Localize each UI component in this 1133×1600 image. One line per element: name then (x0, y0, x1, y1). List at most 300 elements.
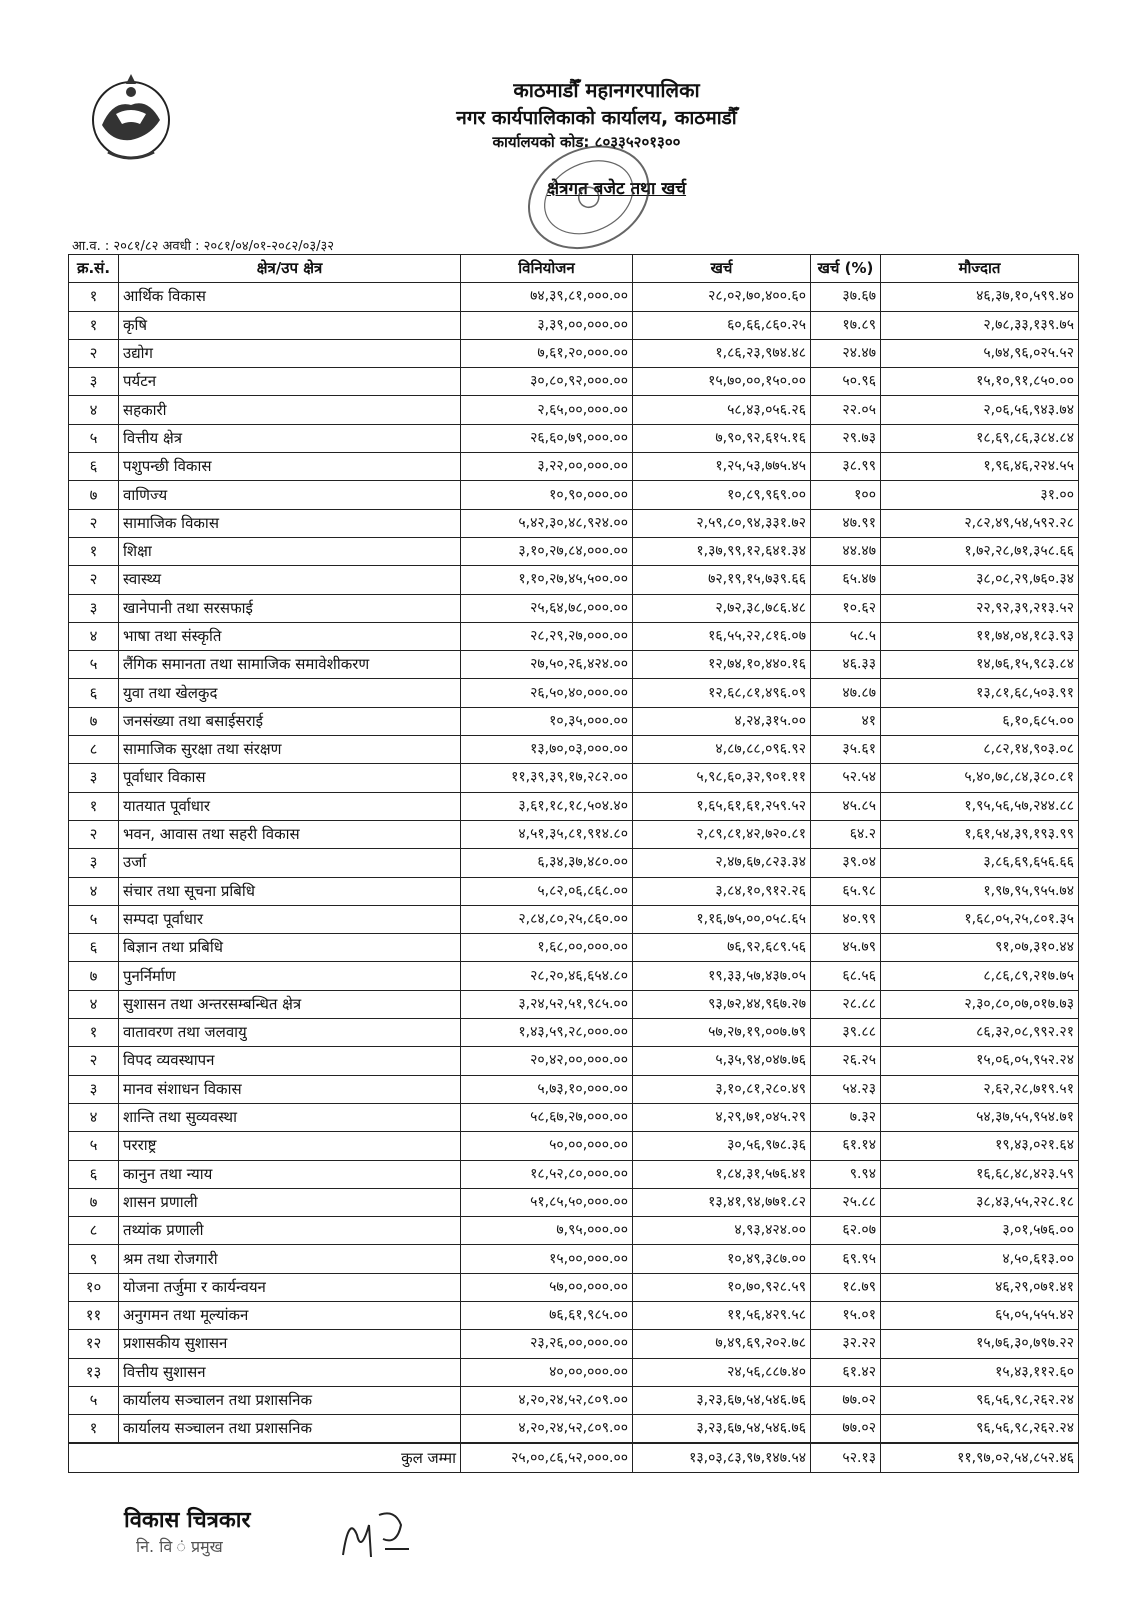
row-allocation: ५०,००,०००.०० (461, 1132, 633, 1160)
row-allocation: २०,४२,००,०००.०० (461, 1047, 633, 1075)
row-sn: ४ (69, 990, 119, 1018)
row-sn: ४ (69, 622, 119, 650)
total-expense: १३,०३,८३,९७,१४७.५४ (633, 1443, 811, 1472)
row-expense-pct: २८.८८ (811, 990, 881, 1018)
row-expense-pct: २९.७३ (811, 424, 881, 452)
row-sector: उद्योग (119, 339, 461, 367)
row-expense: ३,१०,८१,२८०.४९ (633, 1075, 811, 1103)
row-expense-pct: १५.०१ (811, 1301, 881, 1329)
header-office: नगर कार्यपालिकाको कार्यालय, काठमाडौँ (456, 107, 737, 129)
row-expense: ४,२४,३१५.०० (633, 707, 811, 735)
table-row (69, 1188, 1079, 1216)
col-header-expense-pct: खर्च (%) (811, 255, 881, 283)
row-allocation: ३,६१,१८,१८,५०४.४० (461, 792, 633, 820)
table-row (69, 1132, 1079, 1160)
row-sector: पशुपन्छी विकास (119, 453, 461, 481)
row-expense: २,४७,६७,८२३.३४ (633, 849, 811, 877)
row-allocation: २,६५,००,०००.०० (461, 396, 633, 424)
table-row (69, 396, 1079, 424)
row-expense-pct: ९.९४ (811, 1160, 881, 1188)
table-row (69, 764, 1079, 792)
row-expense-pct: ५२.५४ (811, 764, 881, 792)
table-row (69, 368, 1079, 396)
row-sector: स्वास्थ्य (119, 566, 461, 594)
total-label: कुल जम्मा (69, 1443, 461, 1472)
row-balance: १,९५,५६,५७,२४४.८८ (881, 792, 1079, 820)
row-allocation: ४,५१,३५,८१,९१४.८० (461, 820, 633, 848)
table-row (69, 1103, 1079, 1131)
row-sn: १० (69, 1273, 119, 1301)
row-expense-pct: १०० (811, 481, 881, 509)
row-sector: शिक्षा (119, 537, 461, 565)
row-sn: ७ (69, 481, 119, 509)
row-expense-pct: १८.७९ (811, 1273, 881, 1301)
row-expense: ७,४९,६९,२०२.७८ (633, 1330, 811, 1358)
row-sn: ६ (69, 453, 119, 481)
row-sn: ५ (69, 1132, 119, 1160)
table-row (69, 792, 1079, 820)
row-sn: ९ (69, 1245, 119, 1273)
row-sector: सामाजिक सुरक्षा तथा संरक्षण (119, 736, 461, 764)
row-expense: १९,३३,५७,४३७.०५ (633, 962, 811, 990)
row-allocation: १८,५२,८०,०००.०० (461, 1160, 633, 1188)
row-sn: ३ (69, 849, 119, 877)
table-row (69, 509, 1079, 537)
row-allocation: १,६८,००,०००.०० (461, 934, 633, 962)
row-expense: १,८४,३१,५७६.४१ (633, 1160, 811, 1188)
total-row (69, 1443, 1079, 1472)
table-header-row (69, 255, 1079, 283)
table-row (69, 1075, 1079, 1103)
row-balance: १,६१,५४,३९,१९३.९९ (881, 820, 1079, 848)
row-sn: ७ (69, 1188, 119, 1216)
row-balance: २,३०,८०,०७,०१७.७३ (881, 990, 1079, 1018)
row-balance: ६,१०,६८५.०० (881, 707, 1079, 735)
row-expense: १,१६,७५,००,०५८.६५ (633, 905, 811, 933)
row-balance: १५,४३,११२.६० (881, 1358, 1079, 1386)
row-expense-pct: २४.४७ (811, 339, 881, 367)
row-sn: १२ (69, 1330, 119, 1358)
table-row (69, 339, 1079, 367)
row-expense-pct: ६५.९८ (811, 877, 881, 905)
row-expense: १०,४९,३८७.०० (633, 1245, 811, 1273)
row-balance: २,८२,४९,५४,५९२.२८ (881, 509, 1079, 537)
row-sn: ५ (69, 1386, 119, 1414)
row-expense: ५,९८,६०,३२,९०१.११ (633, 764, 811, 792)
row-allocation: ५,७३,१०,०००.०० (461, 1075, 633, 1103)
row-sn: ३ (69, 368, 119, 396)
row-sector: शासन प्रणाली (119, 1188, 461, 1216)
row-expense-pct: ७.३२ (811, 1103, 881, 1131)
row-expense: २८,०२,७०,४००.६० (633, 283, 811, 311)
row-sector: युवा तथा खेलकुद (119, 679, 461, 707)
row-allocation: ११,३९,३९,१७,२८२.०० (461, 764, 633, 792)
row-balance: ५,४०,७८,८४,३८०.८१ (881, 764, 1079, 792)
total-allocation: २५,००,८६,५२,०००.०० (461, 1443, 633, 1472)
col-header-sector: क्षेत्र/उप क्षेत्र (119, 255, 461, 283)
row-sn: ५ (69, 905, 119, 933)
table-row (69, 1301, 1079, 1329)
row-expense: ६०,६६,८६०.२५ (633, 311, 811, 339)
row-balance: ४६,३७,१०,५९९.४० (881, 283, 1079, 311)
table-row (69, 1415, 1079, 1444)
row-balance: ५,७४,९६,०२५.५२ (881, 339, 1079, 367)
row-allocation: ३,३९,००,०००.०० (461, 311, 633, 339)
row-sn: ३ (69, 594, 119, 622)
row-expense-pct: ६४.२ (811, 820, 881, 848)
row-sn: ६ (69, 1160, 119, 1188)
table-row (69, 1358, 1079, 1386)
row-allocation: १०,३५,०००.०० (461, 707, 633, 735)
row-sn: २ (69, 509, 119, 537)
row-sn: २ (69, 820, 119, 848)
row-expense-pct: ७७.०२ (811, 1415, 881, 1444)
row-balance: १५,०६,०५,९५२.२४ (881, 1047, 1079, 1075)
row-balance: १८,६९,८६,३८४.८४ (881, 424, 1079, 452)
row-balance: ९१,०७,३१०.४४ (881, 934, 1079, 962)
row-sector: आर्थिक विकास (119, 283, 461, 311)
table-row (69, 1047, 1079, 1075)
row-balance: ३,८६,६९,६५६.६६ (881, 849, 1079, 877)
row-balance: ३८,०८,२९,७६०.३४ (881, 566, 1079, 594)
table-row (69, 1386, 1079, 1414)
row-expense: ७६,९२,६८९.५६ (633, 934, 811, 962)
row-balance: ४,५०,६१३.०० (881, 1245, 1079, 1273)
row-sector: वित्तीय क्षेत्र (119, 424, 461, 452)
row-expense: ५८,४३,०५६.२६ (633, 396, 811, 424)
row-sector: सामाजिक विकास (119, 509, 461, 537)
row-balance: १४,७६,१५,९८३.८४ (881, 651, 1079, 679)
col-header-allocation: विनियोजन (461, 255, 633, 283)
table-row (69, 311, 1079, 339)
row-sector: बिज्ञान तथा प्रबिधि (119, 934, 461, 962)
row-allocation: ३०,८०,९२,०००.०० (461, 368, 633, 396)
signatory-name: विकास चित्रकार (124, 1508, 251, 1533)
row-expense-pct: ५४.२३ (811, 1075, 881, 1103)
row-sector: भवन, आवास तथा सहरी विकास (119, 820, 461, 848)
header-office-code: कार्यालयको कोड: ८०३३५२०१३०० (492, 133, 681, 151)
row-expense: २४,५६,८८७.४० (633, 1358, 811, 1386)
row-sn: ८ (69, 1217, 119, 1245)
row-sector: यातयात पूर्वाधार (119, 792, 461, 820)
row-expense: १,३७,९९,१२,६४१.३४ (633, 537, 811, 565)
row-balance: ११,७४,०४,१८३.९३ (881, 622, 1079, 650)
fiscal-period: आ.व. : २०८१/८२ अवधी : २०८१/०४/०१-२०८२/०३/३२ (72, 239, 335, 254)
row-allocation: ५७,००,०००.०० (461, 1273, 633, 1301)
row-sector: अनुगमन तथा मूल्यांकन (119, 1301, 461, 1329)
row-balance: ३१.०० (881, 481, 1079, 509)
row-sn: ११ (69, 1301, 119, 1329)
row-expense-pct: ४७.९१ (811, 509, 881, 537)
row-expense: ५,३५,९४,०४७.७६ (633, 1047, 811, 1075)
row-expense: १३,४१,९४,७७१.८२ (633, 1188, 811, 1216)
row-sector: भाषा तथा संस्कृति (119, 622, 461, 650)
row-sector: प्रशासकीय सुशासन (119, 1330, 461, 1358)
table-row (69, 962, 1079, 990)
row-sector: लैंगिक समानता तथा सामाजिक समावेशीकरण (119, 651, 461, 679)
row-sn: ७ (69, 962, 119, 990)
row-sn: ५ (69, 651, 119, 679)
row-allocation: ५,४२,३०,४८,९२४.०० (461, 509, 633, 537)
row-expense: ४,९३,४२४.०० (633, 1217, 811, 1245)
row-balance: ९६,५६,९८,२६२.२४ (881, 1386, 1079, 1414)
row-expense-pct: ६१.४२ (811, 1358, 881, 1386)
row-sn: ३ (69, 1075, 119, 1103)
row-allocation: २६,६०,७९,०००.०० (461, 424, 633, 452)
row-balance: २२,९२,३९,२१३.५२ (881, 594, 1079, 622)
row-balance: १९,४३,०२१.६४ (881, 1132, 1079, 1160)
row-balance: ६५,०५,५५५.४२ (881, 1301, 1079, 1329)
row-balance: २,७८,३३,१३९.७५ (881, 311, 1079, 339)
row-sn: ३ (69, 764, 119, 792)
row-expense-pct: ६८.५६ (811, 962, 881, 990)
row-expense-pct: ५८.५ (811, 622, 881, 650)
row-sector: वित्तीय सुशासन (119, 1358, 461, 1386)
row-allocation: १३,७०,०३,०००.०० (461, 736, 633, 764)
row-balance: १,९७,९५,९५५.७४ (881, 877, 1079, 905)
row-sn: १ (69, 792, 119, 820)
row-expense-pct: ४४.४७ (811, 537, 881, 565)
row-expense-pct: ३५.६१ (811, 736, 881, 764)
row-expense-pct: ६२.०७ (811, 1217, 881, 1245)
table-row (69, 1245, 1079, 1273)
row-allocation: ७,९५,०००.०० (461, 1217, 633, 1245)
row-expense: १६,५५,२२,८१६.०७ (633, 622, 811, 650)
row-expense-pct: ४५.७९ (811, 934, 881, 962)
row-sector: परराष्ट्र (119, 1132, 461, 1160)
row-expense-pct: ३९.८८ (811, 1019, 881, 1047)
row-expense-pct: ३८.९९ (811, 453, 881, 481)
row-sector: मानव संशाधन विकास (119, 1075, 461, 1103)
row-expense-pct: १७.८९ (811, 311, 881, 339)
row-expense: १०,७०,९२८.५९ (633, 1273, 811, 1301)
row-expense-pct: ३७.६७ (811, 283, 881, 311)
table-row (69, 651, 1079, 679)
row-expense-pct: २२.०५ (811, 396, 881, 424)
table-row (69, 453, 1079, 481)
row-allocation: ४०,००,०००.०० (461, 1358, 633, 1386)
row-expense: १,६५,६१,६१,२५९.५२ (633, 792, 811, 820)
table-row (69, 877, 1079, 905)
row-expense-pct: ६९.९५ (811, 1245, 881, 1273)
row-expense: ५७,२७,१९,००७.७९ (633, 1019, 811, 1047)
row-allocation: ७४,३९,८१,०००.०० (461, 283, 633, 311)
row-expense-pct: ४७.८७ (811, 679, 881, 707)
table-row (69, 481, 1079, 509)
table-row (69, 622, 1079, 650)
row-expense: २,८९,८१,४२,७२०.८१ (633, 820, 811, 848)
row-sector: पर्यटन (119, 368, 461, 396)
row-sector: संचार तथा सूचना प्रबिधि (119, 877, 461, 905)
row-expense: ७,९०,९२,६१५.१६ (633, 424, 811, 452)
row-allocation: ५१,८५,५०,०००.०० (461, 1188, 633, 1216)
row-expense: ३०,५६,९७८.३६ (633, 1132, 811, 1160)
row-sn: १ (69, 1415, 119, 1444)
row-sector: कार्यालय सञ्चालन तथा प्रशासनिक (119, 1415, 461, 1444)
row-sector: विपद व्यवस्थापन (119, 1047, 461, 1075)
row-allocation: ५,८२,०६,८६८.०० (461, 877, 633, 905)
row-sector: योजना तर्जुमा र कार्यन्वयन (119, 1273, 461, 1301)
row-sector: वाणिज्य (119, 481, 461, 509)
total-balance: ११,९७,०२,५४,८५२.४६ (881, 1443, 1079, 1472)
table-row (69, 1019, 1079, 1047)
total-expense-pct: ५२.१३ (811, 1443, 881, 1472)
signatory-title: नि. वि ं प्रमुख (136, 1537, 223, 1556)
row-allocation: १,४३,५९,२८,०००.०० (461, 1019, 633, 1047)
row-balance: ३८,४३,५५,२२८.१८ (881, 1188, 1079, 1216)
row-sn: ७ (69, 707, 119, 735)
row-sn: २ (69, 339, 119, 367)
row-expense: ७२,१९,१५,७३९.६६ (633, 566, 811, 594)
row-sector: सहकारी (119, 396, 461, 424)
row-expense: २,७२,३८,७८६.४८ (633, 594, 811, 622)
row-sector: जनसंख्या तथा बसाईसराई (119, 707, 461, 735)
row-sector: उर्जा (119, 849, 461, 877)
row-expense-pct: ७७.०२ (811, 1386, 881, 1414)
row-expense: २,५९,८०,९४,३३१.७२ (633, 509, 811, 537)
row-allocation: ३,१०,२७,८४,०००.०० (461, 537, 633, 565)
row-sn: ८ (69, 736, 119, 764)
row-expense-pct: ३९.०४ (811, 849, 881, 877)
row-allocation: १,१०,२७,४५,५००.०० (461, 566, 633, 594)
row-balance: ९६,५६,९८,२६२.२४ (881, 1415, 1079, 1444)
row-allocation: २८,२९,२७,०००.०० (461, 622, 633, 650)
row-allocation: १५,००,०००.०० (461, 1245, 633, 1273)
row-balance: ३,०१,५७६.०० (881, 1217, 1079, 1245)
table-row (69, 990, 1079, 1018)
row-expense: १,२५,५३,७७५.४५ (633, 453, 811, 481)
handwritten-signature (335, 1505, 415, 1565)
row-allocation: २,८४,८०,२५,८६०.०० (461, 905, 633, 933)
table-row (69, 905, 1079, 933)
row-expense: १२,७४,१०,४४०.१६ (633, 651, 811, 679)
row-sector: शान्ति तथा सुव्यवस्था (119, 1103, 461, 1131)
row-sn: ५ (69, 424, 119, 452)
row-sn: १ (69, 537, 119, 565)
row-balance: ४६,२९,०७१.४१ (881, 1273, 1079, 1301)
row-sn: १३ (69, 1358, 119, 1386)
table-row (69, 1273, 1079, 1301)
row-expense-pct: २५.८८ (811, 1188, 881, 1216)
row-sn: ४ (69, 1103, 119, 1131)
row-expense: १५,७०,००,१५०.०० (633, 368, 811, 396)
row-sector: खानेपानी तथा सरसफाई (119, 594, 461, 622)
row-expense: ४,८७,८८,०९६.९२ (633, 736, 811, 764)
row-expense: ४,२९,७१,०४५.२९ (633, 1103, 811, 1131)
row-sector: श्रम तथा रोजगारी (119, 1245, 461, 1273)
table-row (69, 537, 1079, 565)
row-expense-pct: १०.६२ (811, 594, 881, 622)
row-allocation: २५,६४,७८,०००.०० (461, 594, 633, 622)
row-allocation: २८,२०,४६,६५४.८० (461, 962, 633, 990)
row-allocation: ७,६१,२०,०००.०० (461, 339, 633, 367)
col-header-expense: खर्च (633, 255, 811, 283)
row-sector: कार्यालय सञ्चालन तथा प्रशासनिक (119, 1386, 461, 1414)
table-row (69, 283, 1079, 311)
row-allocation: २३,२६,००,०००.०० (461, 1330, 633, 1358)
row-expense-pct: ४६.३३ (811, 651, 881, 679)
row-expense: १,८६,२३,९७४.४८ (633, 339, 811, 367)
row-allocation: ६,३४,३७,४८०.०० (461, 849, 633, 877)
table-row (69, 1217, 1079, 1245)
table-row (69, 934, 1079, 962)
row-expense-pct: ४१ (811, 707, 881, 735)
row-balance: १,७२,२८,७१,३५८.६६ (881, 537, 1079, 565)
row-expense-pct: २६.२५ (811, 1047, 881, 1075)
row-sector: सुशासन तथा अन्तरसम्बन्धित क्षेत्र (119, 990, 461, 1018)
row-sn: २ (69, 1047, 119, 1075)
row-sn: १ (69, 283, 119, 311)
row-sector: सम्पदा पूर्वाधार (119, 905, 461, 933)
row-allocation: १०,९०,०००.०० (461, 481, 633, 509)
row-balance: १५,७६,३०,७९७.२२ (881, 1330, 1079, 1358)
office-stamp (515, 135, 665, 265)
row-sector: तथ्यांक प्रणाली (119, 1217, 461, 1245)
row-expense-pct: ५०.९६ (811, 368, 881, 396)
row-expense: ३,२३,६७,५४,५४६.७६ (633, 1386, 811, 1414)
row-sn: १ (69, 311, 119, 339)
table-row (69, 679, 1079, 707)
row-expense: १२,६८,८१,४९६.०९ (633, 679, 811, 707)
row-allocation: ४,२०,२४,५२,८०९.०० (461, 1415, 633, 1444)
row-allocation: ४,२०,२४,५२,८०९.०० (461, 1386, 633, 1414)
row-allocation: २७,५०,२६,४२४.०० (461, 651, 633, 679)
row-sector: कृषि (119, 311, 461, 339)
row-sn: ६ (69, 679, 119, 707)
row-allocation: ५८,६७,२७,०००.०० (461, 1103, 633, 1131)
row-sn: २ (69, 566, 119, 594)
row-sector: वातावरण तथा जलवायु (119, 1019, 461, 1047)
row-sn: ४ (69, 396, 119, 424)
row-allocation: ३,२२,००,०००.०० (461, 453, 633, 481)
budget-table (68, 254, 1079, 1473)
row-expense: ३,२३,६७,५४,५४६.७६ (633, 1415, 811, 1444)
row-expense-pct: ६१.१४ (811, 1132, 881, 1160)
row-expense-pct: ६५.४७ (811, 566, 881, 594)
row-balance: ८,८६,८९,२१७.७५ (881, 962, 1079, 990)
row-sn: ४ (69, 877, 119, 905)
row-expense: ९३,७२,४४,९६७.२७ (633, 990, 811, 1018)
table-row (69, 1160, 1079, 1188)
table-row (69, 424, 1079, 452)
table-row (69, 1330, 1079, 1358)
row-expense-pct: ३२.२२ (811, 1330, 881, 1358)
row-sn: १ (69, 1019, 119, 1047)
row-balance: १६,६८,४८,४२३.५९ (881, 1160, 1079, 1188)
row-balance: ८६,३२,०८,९९२.२१ (881, 1019, 1079, 1047)
row-balance: २,०६,५६,९४३.७४ (881, 396, 1079, 424)
report-title: क्षेत्रगत बजेट तथा खर्च (546, 179, 687, 199)
row-balance: ८,८२,१४,९०३.०८ (881, 736, 1079, 764)
header-title: काठमाडौँ महानगरपालिका (513, 78, 700, 102)
table-row (69, 594, 1079, 622)
row-expense: ३,८४,१०,९१२.२६ (633, 877, 811, 905)
row-expense: १०,८९,९६९.०० (633, 481, 811, 509)
row-sector: पूर्वाधार विकास (119, 764, 461, 792)
table-row (69, 849, 1079, 877)
table-row (69, 736, 1079, 764)
row-allocation: २६,५०,४०,०००.०० (461, 679, 633, 707)
row-balance: १३,८१,६८,५०३.९१ (881, 679, 1079, 707)
row-balance: १,९६,४६,२२४.५५ (881, 453, 1079, 481)
col-header-sn: क्र.सं. (69, 255, 119, 283)
table-row (69, 820, 1079, 848)
row-balance: ५४,३७,५५,९५४.७१ (881, 1103, 1079, 1131)
table-body (69, 283, 1079, 1444)
row-expense-pct: ४५.८५ (811, 792, 881, 820)
row-allocation: ३,२४,५२,५१,९८५.०० (461, 990, 633, 1018)
row-sector: कानुन तथा न्याय (119, 1160, 461, 1188)
